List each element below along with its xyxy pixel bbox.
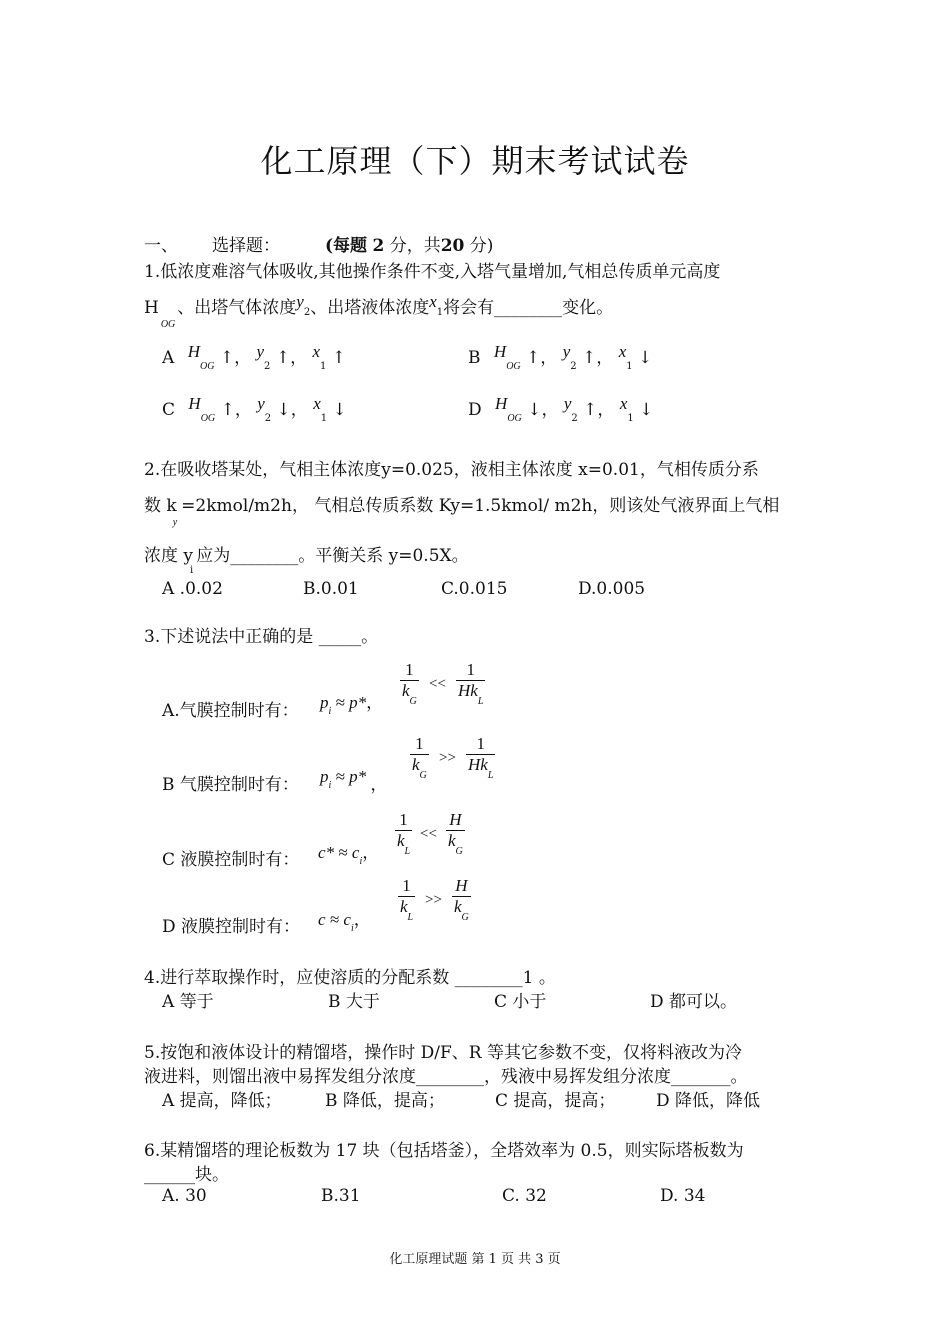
numerator: 1 <box>466 660 475 679</box>
numerator: 1 <box>476 734 485 753</box>
q3-option-a-label: A.气膜控制时有： <box>162 701 299 721</box>
option-label: D <box>468 400 482 420</box>
q6-line1: 6.某精馏塔的理论板数为 17 块（包括塔釜），全塔效率为 0.5，则实际塔板数为 <box>144 1141 744 1161</box>
q2-option-c: C.0.015 <box>441 579 508 599</box>
q2-option-b: B.0.01 <box>303 579 359 599</box>
approx: ≈ <box>335 693 345 712</box>
q6-option-a: A. 30 <box>162 1186 207 1206</box>
q4-option-c: C 小于 <box>494 992 547 1012</box>
k: k <box>412 755 420 774</box>
i-sub: i <box>328 706 332 717</box>
comma: ， <box>234 348 252 368</box>
denominator <box>456 680 485 707</box>
q1-tail: 将会有________变化。 <box>443 298 614 318</box>
H-symbol: H <box>493 342 507 361</box>
q3-stem: 3.下述说法中正确的是 _____。 <box>144 627 379 647</box>
q3-option-d-expr <box>318 905 371 934</box>
denominator <box>452 896 471 923</box>
H-symbol: H <box>495 394 508 413</box>
arrow: ↑ <box>331 348 347 368</box>
approx: ≈ <box>329 910 340 929</box>
H-symbol: H <box>187 342 200 361</box>
y-symbol: y <box>562 342 571 361</box>
sub-2: 2 <box>571 413 578 424</box>
Hk: Hk <box>458 681 478 700</box>
i-sub: i <box>350 923 354 934</box>
q1-mid1: 、出塔气体浓度 <box>177 298 297 318</box>
q1-x: x <box>429 292 437 311</box>
denominator <box>466 754 495 781</box>
q3-c-relation: << <box>420 826 437 842</box>
q5-option-b: B 降低，提高； <box>325 1091 445 1111</box>
comma: ， <box>290 348 308 368</box>
q1-OG: OG <box>160 319 176 330</box>
numerator: 1 <box>415 734 424 753</box>
score-open: (每题 <box>325 236 368 256</box>
k: k <box>402 681 410 700</box>
q2-line2-rest: =2kmol/m2h， 气相总传质系数 Ky=1.5kmol/ m2h，则该处气液界面上气相 <box>181 496 780 516</box>
comma: ， <box>366 693 384 712</box>
q3-b-relation: >> <box>439 750 456 766</box>
sub-1: 1 <box>627 413 634 424</box>
section-number: 一、 <box>144 236 178 256</box>
numerator: 1 <box>402 876 411 895</box>
q3-option-c-label: C 液膜控制时有： <box>162 850 300 870</box>
denominator <box>395 830 412 857</box>
p-star: p* <box>349 693 367 712</box>
q1-y: y <box>296 292 304 311</box>
q5-option-a: A 提高，降低； <box>162 1091 282 1111</box>
c-star: c* <box>318 843 335 862</box>
y-symbol: y <box>256 342 265 361</box>
q6-option-c: C. 32 <box>502 1186 547 1206</box>
comma: ， <box>370 775 388 794</box>
q6-option-b: B.31 <box>321 1186 361 1206</box>
sub-2: 2 <box>570 361 577 372</box>
q3-c-frac-left <box>395 810 412 857</box>
q3-c-frac-right <box>446 810 465 857</box>
option-label: A <box>162 348 175 368</box>
section-name: 选择题： <box>212 236 280 256</box>
q5-option-c: C 提高，提高； <box>495 1091 616 1111</box>
denominator <box>446 830 465 857</box>
sub-1: 1 <box>626 361 633 372</box>
arrow: ↓ <box>276 400 291 420</box>
q2-k-sub: y <box>172 517 178 528</box>
q1-line2 <box>144 292 614 330</box>
OG-sub: OG <box>199 361 215 372</box>
section-score <box>325 231 493 256</box>
p-symbol: p <box>320 693 329 712</box>
q3-b-frac-right <box>466 734 495 781</box>
p-star: p* <box>349 767 367 786</box>
q3-a-frac-left <box>400 660 419 707</box>
q2-line1: 2.在吸收塔某处，气相主体浓度y=0.025，液相主体浓度 x=0.01，气相传质分系 <box>144 460 759 480</box>
q2-line3-rest: 应为________。平衡关系 y=0.5X。 <box>196 546 469 566</box>
comma: ， <box>540 348 558 368</box>
Hk: Hk <box>468 755 488 774</box>
q6-line2: ______块。 <box>144 1165 229 1185</box>
option-label: B <box>468 348 481 368</box>
q3-a-frac-right <box>456 660 485 707</box>
q5-option-d: D 降低，降低 <box>656 1091 761 1111</box>
OG-sub: OG <box>506 361 521 372</box>
L-sub: L <box>477 696 484 707</box>
i-sub: i <box>328 780 332 791</box>
G-sub: G <box>455 846 463 857</box>
q5-line1: 5.按饱和液体设计的精馏塔，操作时 D/F、R 等其它参数不变，仅将料液改为冷 <box>144 1043 742 1063</box>
arrow: ↓ <box>332 400 347 420</box>
exam-title: 化工原理（下）期末考试试卷 <box>260 142 690 180</box>
comma: ， <box>353 910 371 929</box>
q1-option-d <box>468 394 654 424</box>
comma: ， <box>541 400 559 420</box>
approx: ≈ <box>338 843 348 862</box>
arrow: ↓ <box>639 400 654 420</box>
denominator <box>400 680 419 707</box>
q3-option-d-label: D 液膜控制时有： <box>162 917 301 937</box>
q3-a-relation: << <box>429 676 446 692</box>
comma: ， <box>362 843 380 862</box>
score-mid: 分，共 <box>389 236 441 256</box>
k: k <box>448 831 456 850</box>
q3-option-a-expr <box>320 688 384 717</box>
q4-option-d: D 都可以。 <box>650 992 738 1012</box>
comma: ， <box>596 348 614 368</box>
numerator: H <box>455 876 468 895</box>
p-symbol: p <box>320 767 329 786</box>
numerator: 1 <box>405 660 414 679</box>
q2-line2 <box>144 491 780 528</box>
L-sub: L <box>407 912 414 923</box>
arrow: ↑ <box>220 400 235 420</box>
OG-sub: OG <box>507 413 522 424</box>
approx: ≈ <box>335 767 345 786</box>
option-label: C <box>162 400 176 420</box>
q1-H: H <box>144 298 159 318</box>
arrow: ↓ <box>527 400 542 420</box>
k: k <box>400 897 408 916</box>
H-symbol: H <box>188 394 201 413</box>
q2-line3 <box>144 541 469 576</box>
q2-option-d: D.0.005 <box>578 579 646 599</box>
c-symbol: c <box>343 910 351 929</box>
i-sub: i <box>359 856 363 867</box>
x-symbol: x <box>313 394 321 413</box>
q3-option-c-expr <box>318 838 380 867</box>
sub-2: 2 <box>264 361 271 372</box>
numerator: 1 <box>399 810 408 829</box>
score-per: 2 <box>372 236 385 256</box>
arrow: ↓ <box>638 348 653 368</box>
sub-1: 1 <box>320 361 327 372</box>
k: k <box>454 897 462 916</box>
q1-two: 2 <box>303 307 311 318</box>
sub-1: 1 <box>320 413 328 424</box>
q2-option-a: A .0.02 <box>162 579 223 599</box>
arrow: ↑ <box>583 400 598 420</box>
y-symbol: y <box>563 394 572 413</box>
k: k <box>397 831 405 850</box>
score-total: 20 <box>440 236 465 256</box>
q1-line1: 1.低浓度难溶气体吸收,其他操作条件不变,入塔气量增加,气相总传质单元高度 <box>144 262 721 282</box>
comma: ， <box>597 400 615 420</box>
x-symbol: x <box>618 342 627 361</box>
page-footer: 化工原理试题 第 1 页 共 3 页 <box>389 1252 561 1267</box>
arrow: ↑ <box>526 348 541 368</box>
comma: ， <box>290 400 308 420</box>
q2-k: 数 k <box>144 496 177 516</box>
G-sub: G <box>409 696 417 707</box>
arrow: ↑ <box>582 348 597 368</box>
score-close: 分) <box>469 236 494 256</box>
G-sub: G <box>419 770 427 781</box>
q1-option-a <box>162 342 347 372</box>
q4-option-b: B 大于 <box>328 992 380 1012</box>
q3-d-frac-right <box>452 876 471 923</box>
OG-sub: OG <box>200 413 216 424</box>
q1-option-b <box>468 342 653 372</box>
denominator <box>398 896 415 923</box>
denominator <box>410 754 429 781</box>
q2-y: 浓度 y <box>144 546 194 566</box>
q3-option-b-label: B 气膜控制时有： <box>162 775 299 795</box>
q3-d-relation: >> <box>425 892 442 908</box>
sub-2: 2 <box>264 413 272 424</box>
x-symbol: x <box>312 342 321 361</box>
q3-option-b-expr <box>320 762 388 794</box>
q1-option-c <box>162 394 347 424</box>
q4-option-a: A 等于 <box>162 992 214 1012</box>
c-symbol: c <box>318 910 326 929</box>
comma: ， <box>234 400 252 420</box>
q4-stem: 4.进行萃取操作时，应使溶质的分配系数 ________1 。 <box>144 968 556 988</box>
q3-b-frac-left <box>410 734 429 781</box>
arrow: ↑ <box>219 348 235 368</box>
L-sub: L <box>404 846 411 857</box>
q1-mid2: 、出塔液体浓度 <box>310 298 430 318</box>
q3-d-frac-left <box>398 876 415 923</box>
arrow: ↑ <box>275 348 291 368</box>
L-sub: L <box>487 770 494 781</box>
q1-one: 1 <box>436 307 444 318</box>
y-symbol: y <box>257 394 265 413</box>
x-symbol: x <box>619 394 628 413</box>
c-symbol: c <box>351 843 360 862</box>
G-sub: G <box>461 912 469 923</box>
q5-line2: 液进料，则馏出液中易挥发组分浓度________，残液中易挥发组分浓度_______。 <box>144 1067 748 1087</box>
q2-y-sub: i <box>190 565 194 576</box>
q6-option-d: D. 34 <box>660 1186 706 1206</box>
numerator: H <box>449 810 462 829</box>
